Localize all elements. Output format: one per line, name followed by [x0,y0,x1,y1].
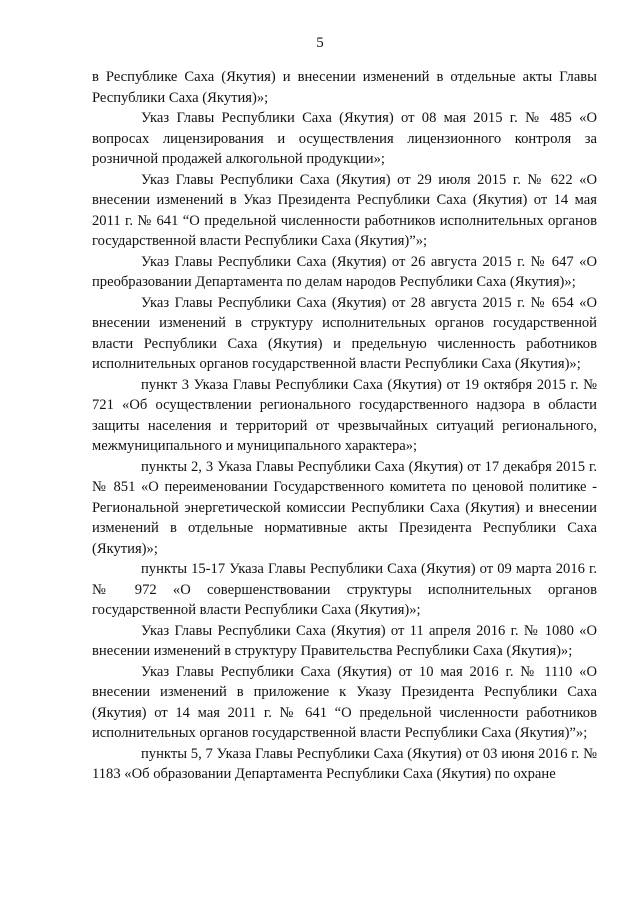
paragraph-decree-1080: Указ Главы Республики Саха (Якутия) от 11 апреля 2016 г. № 1080 «О внесении изменений в структуру Правительства Республики Саха (Якутия)»; [92,622,597,659]
paragraph-decree-647: Указ Главы Республики Саха (Якутия) от 26 августа 2015 г. № 647 «О преобразовании Департамента по делам народов Республики Саха (Якутия)»; [92,253,597,290]
paragraph-continuation: в Республике Саха (Якутия) и внесении изменений в отдельные акты Главы Республики Саха (Якутия)»; [92,69,597,106]
paragraph-decree-721: пункт 3 Указа Главы Республики Саха (Якутия) от 19 октября 2015 г. № 721 «Об осуществлении регионального государственного надзора в области защиты населения и территорий от чрезвычайных ситуаций регионального, межмуниципального и муниципального характера»; [92,376,597,454]
paragraph-decree-1183: пункты 5, 7 Указа Главы Республики Саха (Якутия) от 03 июня 2016 г. № 1183 «Об образовании Департамента Республики Саха (Якутия) по охране [92,745,597,782]
document-body [92,67,597,785]
paragraph-decree-654: Указ Главы Республики Саха (Якутия) от 28 августа 2015 г. № 654 «О внесении изменений в структуру исполнительных органов государственной власти Республики Саха (Якутия) и предельную численность работников исполнительных органов государственной власти Республики Саха (Якутия)»; [92,294,597,372]
paragraph-decree-485: Указ Главы Республики Саха (Якутия) от 08 мая 2015 г. № 485 «О вопросах лицензирования и осуществления лицензионного контроля за розничной продажей алкогольной продукции»; [92,110,597,167]
paragraph-decree-851: пункты 2, 3 Указа Главы Республики Саха (Якутия) от 17 декабря 2015 г. № 851 «О переименовании Государственного комитета по ценовой политике - Региональной энергетической комиссии Республики Саха (Якутия) и внесении изменений в отдельные нормативные акты Президента Республики Саха (Якутия)»; [92,458,597,557]
page-number: 5 [316,35,324,51]
paragraph-decree-972: пункты 15-17 Указа Главы Республики Саха (Якутия) от 09 марта 2016 г. № 972 «О совершенствовании структуры исполнительных органов государственной власти Республики Саха (Якутия)»; [92,561,597,618]
paragraph-decree-622: Указ Главы Республики Саха (Якутия) от 29 июля 2015 г. № 622 «О внесении изменений в Указ Президента Республики Саха (Якутия) от 14 мая 2011 г. № 641 “О предельной численности работников исполнительных органов государственной власти Республики Саха (Якутия)”»; [92,171,597,249]
paragraph-decree-1110: Указ Главы Республики Саха (Якутия) от 10 мая 2016 г. № 1110 «О внесении изменений в приложение к Указу Президента Республики Саха (Якутия) от 14 мая 2011 г. № 641 “О предельной численности работников исполнительных органов государственной власти Республики Саха (Якутия)”»; [92,663,597,741]
